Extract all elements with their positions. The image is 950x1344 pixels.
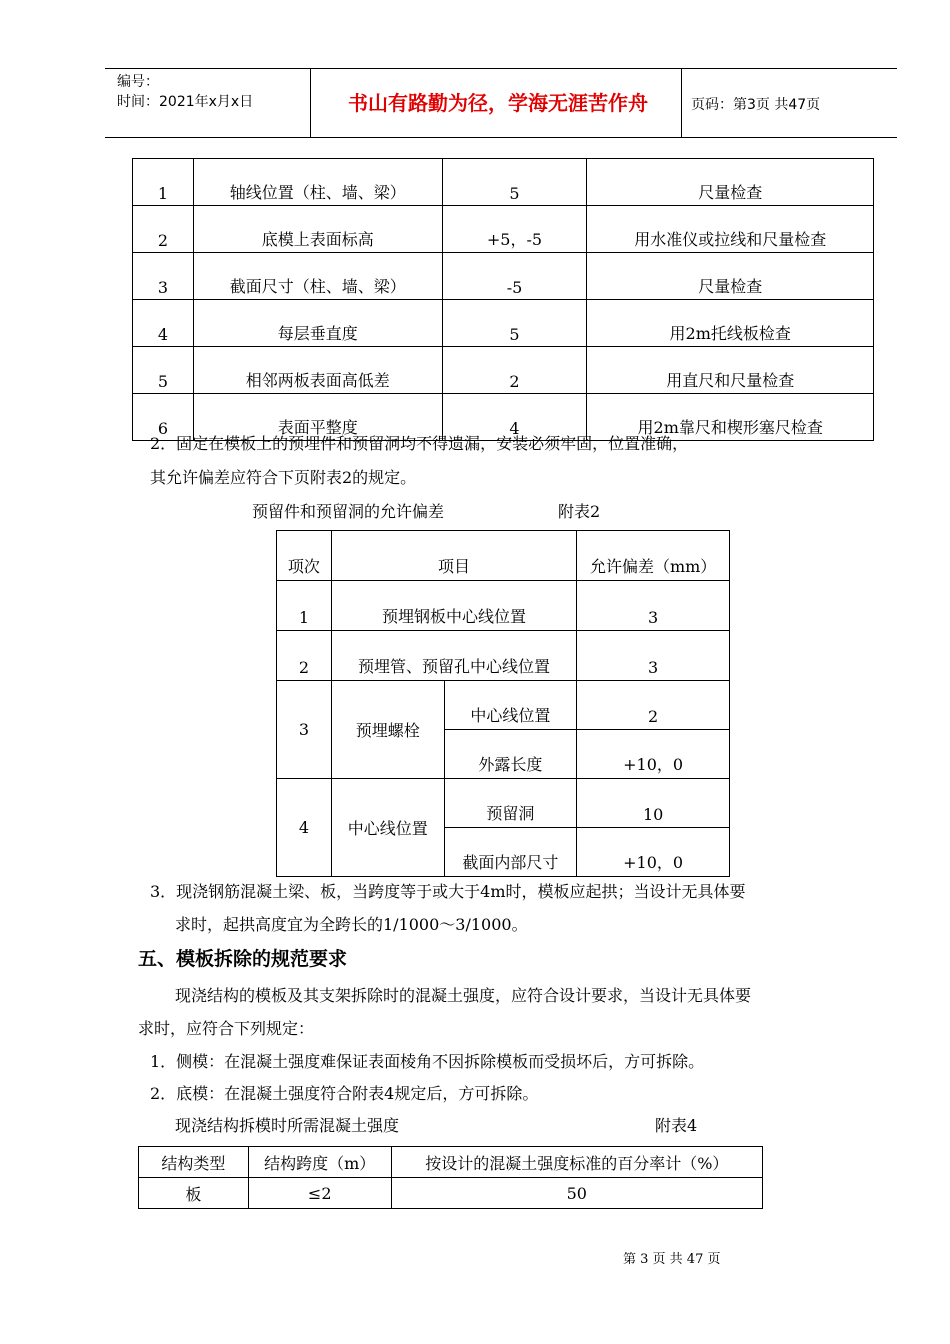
paragraph-3-line-1: 3．现浇钢筋混凝土梁、板，当跨度等于或大于4m时，模板应起拱；当设计无具体要 bbox=[150, 882, 746, 901]
cell-method: 尺量检查 bbox=[587, 253, 874, 300]
cell-subitem: 外露长度 bbox=[444, 730, 577, 779]
cell-method: 用直尺和尺量检查 bbox=[587, 347, 874, 394]
embedded-parts-tolerance-table bbox=[276, 530, 730, 877]
table-header-row bbox=[139, 1147, 763, 1178]
page-header bbox=[105, 68, 897, 138]
table-row bbox=[277, 779, 730, 828]
cell-subitem: 中心线位置 bbox=[444, 681, 577, 730]
table-row bbox=[277, 581, 730, 631]
cell-strength-percent: 50 bbox=[391, 1178, 762, 1209]
paragraph-2-line-2: 其允许偏差应符合下页附表2的规定。 bbox=[150, 468, 417, 487]
cell-tolerance: 5 bbox=[442, 159, 587, 206]
cell-no: 1 bbox=[277, 581, 332, 631]
section-5-item-1: 1．侧模：在混凝土强度难保证表面棱角不因拆除模板而受损坏后，方可拆除。 bbox=[150, 1052, 705, 1071]
formwork-removal-strength-table bbox=[138, 1146, 763, 1209]
cell-no: 6 bbox=[133, 394, 194, 441]
table-header-row bbox=[277, 531, 730, 581]
cell-item: 每层垂直度 bbox=[193, 300, 442, 347]
cell-item: 表面平整度 bbox=[193, 394, 442, 441]
header-tolerance: 允许偏差（mm） bbox=[577, 531, 730, 581]
cell-tolerance: +5，-5 bbox=[442, 206, 587, 253]
cell-tolerance: 2 bbox=[442, 347, 587, 394]
table-row bbox=[139, 1178, 763, 1209]
header-meta bbox=[117, 72, 253, 112]
cell-tolerance: 4 bbox=[442, 394, 587, 441]
serial-label: 编号： bbox=[117, 74, 159, 90]
cell-item: 截面尺寸（柱、墙、梁） bbox=[193, 253, 442, 300]
table-row bbox=[133, 206, 874, 253]
cell-no: 3 bbox=[277, 681, 332, 779]
table-row bbox=[277, 681, 730, 730]
cell-no: 2 bbox=[277, 631, 332, 681]
paragraph-2-line-1: 2．固定在模板上的预埋件和预留洞均不得遗漏，安装必须牢固，位置准确， bbox=[150, 434, 689, 453]
header-divider bbox=[681, 69, 682, 137]
cell-item: 预埋管、预留孔中心线位置 bbox=[331, 631, 576, 681]
cell-item: 预埋螺栓 bbox=[331, 681, 444, 779]
tolerance-table-1 bbox=[132, 158, 874, 441]
cell-item: 底模上表面标高 bbox=[193, 206, 442, 253]
header-strength-percent: 按设计的混凝土强度标准的百分率计（%） bbox=[391, 1147, 762, 1178]
cell-tolerance: 2 bbox=[577, 681, 730, 730]
cell-tolerance: +10，0 bbox=[577, 828, 730, 877]
cell-method: 尺量检查 bbox=[587, 159, 874, 206]
table-row bbox=[133, 347, 874, 394]
section-5-item-2: 2．底模：在混凝土强度符合附表4规定后，方可拆除。 bbox=[150, 1084, 539, 1103]
table-row bbox=[133, 253, 874, 300]
cell-structure-span: ≤2 bbox=[248, 1178, 391, 1209]
paragraph-3-line-2: 求时，起拱高度宜为全跨长的1/1000～3/1000。 bbox=[175, 915, 528, 934]
cell-tolerance: 3 bbox=[577, 631, 730, 681]
cell-item: 中心线位置 bbox=[331, 779, 444, 877]
cell-tolerance: 3 bbox=[577, 581, 730, 631]
cell-no: 5 bbox=[133, 347, 194, 394]
cell-item: 轴线位置（柱、墙、梁） bbox=[193, 159, 442, 206]
cell-no: 4 bbox=[133, 300, 194, 347]
cell-item: 相邻两板表面高低差 bbox=[193, 347, 442, 394]
section-5-title: 五、模板拆除的规范要求 bbox=[138, 948, 348, 970]
cell-no: 4 bbox=[277, 779, 332, 877]
cell-method: 用2m托线板检查 bbox=[587, 300, 874, 347]
cell-method: 用2m靠尺和楔形塞尺检查 bbox=[587, 394, 874, 441]
table-2-caption: 预留件和预留洞的允许偏差 bbox=[252, 502, 445, 521]
section-5-intro-line-1: 现浇结构的模板及其支架拆除时的混凝土强度，应符合设计要求，当设计无具体要 bbox=[175, 986, 752, 1005]
cell-structure-type: 板 bbox=[139, 1178, 249, 1209]
table-3-caption-ref: 附表4 bbox=[655, 1116, 698, 1135]
cell-item: 预埋钢板中心线位置 bbox=[331, 581, 576, 631]
page-footer: 第 3 页 共 47 页 bbox=[623, 1252, 721, 1267]
date-label: 时间：2021年x月x日 bbox=[117, 94, 254, 110]
section-5-intro-line-2: 求时，应符合下列规定： bbox=[138, 1019, 315, 1038]
cell-tolerance: 10 bbox=[577, 779, 730, 828]
cell-subitem: 截面内部尺寸 bbox=[444, 828, 577, 877]
table-3-caption: 现浇结构拆模时所需混凝土强度 bbox=[175, 1116, 400, 1135]
cell-tolerance: -5 bbox=[442, 253, 587, 300]
header-structure-span: 结构跨度（m） bbox=[248, 1147, 391, 1178]
header-page-label: 页码：第3页 共47页 bbox=[691, 97, 821, 113]
cell-tolerance: +10，0 bbox=[577, 730, 730, 779]
cell-subitem: 预留洞 bbox=[444, 779, 577, 828]
header-item: 项目 bbox=[331, 531, 576, 581]
cell-method: 用水准仪或拉线和尺量检查 bbox=[587, 206, 874, 253]
cell-no: 3 bbox=[133, 253, 194, 300]
table-row bbox=[133, 300, 874, 347]
header-motto: 书山有路勤为径，学海无涯苦作舟 bbox=[348, 91, 648, 115]
header-structure-type: 结构类型 bbox=[139, 1147, 249, 1178]
table-row bbox=[277, 631, 730, 681]
table-row bbox=[133, 159, 874, 206]
header-no: 项次 bbox=[277, 531, 332, 581]
table-2-caption-ref: 附表2 bbox=[558, 502, 601, 521]
cell-no: 2 bbox=[133, 206, 194, 253]
cell-no: 1 bbox=[133, 159, 194, 206]
cell-tolerance: 5 bbox=[442, 300, 587, 347]
